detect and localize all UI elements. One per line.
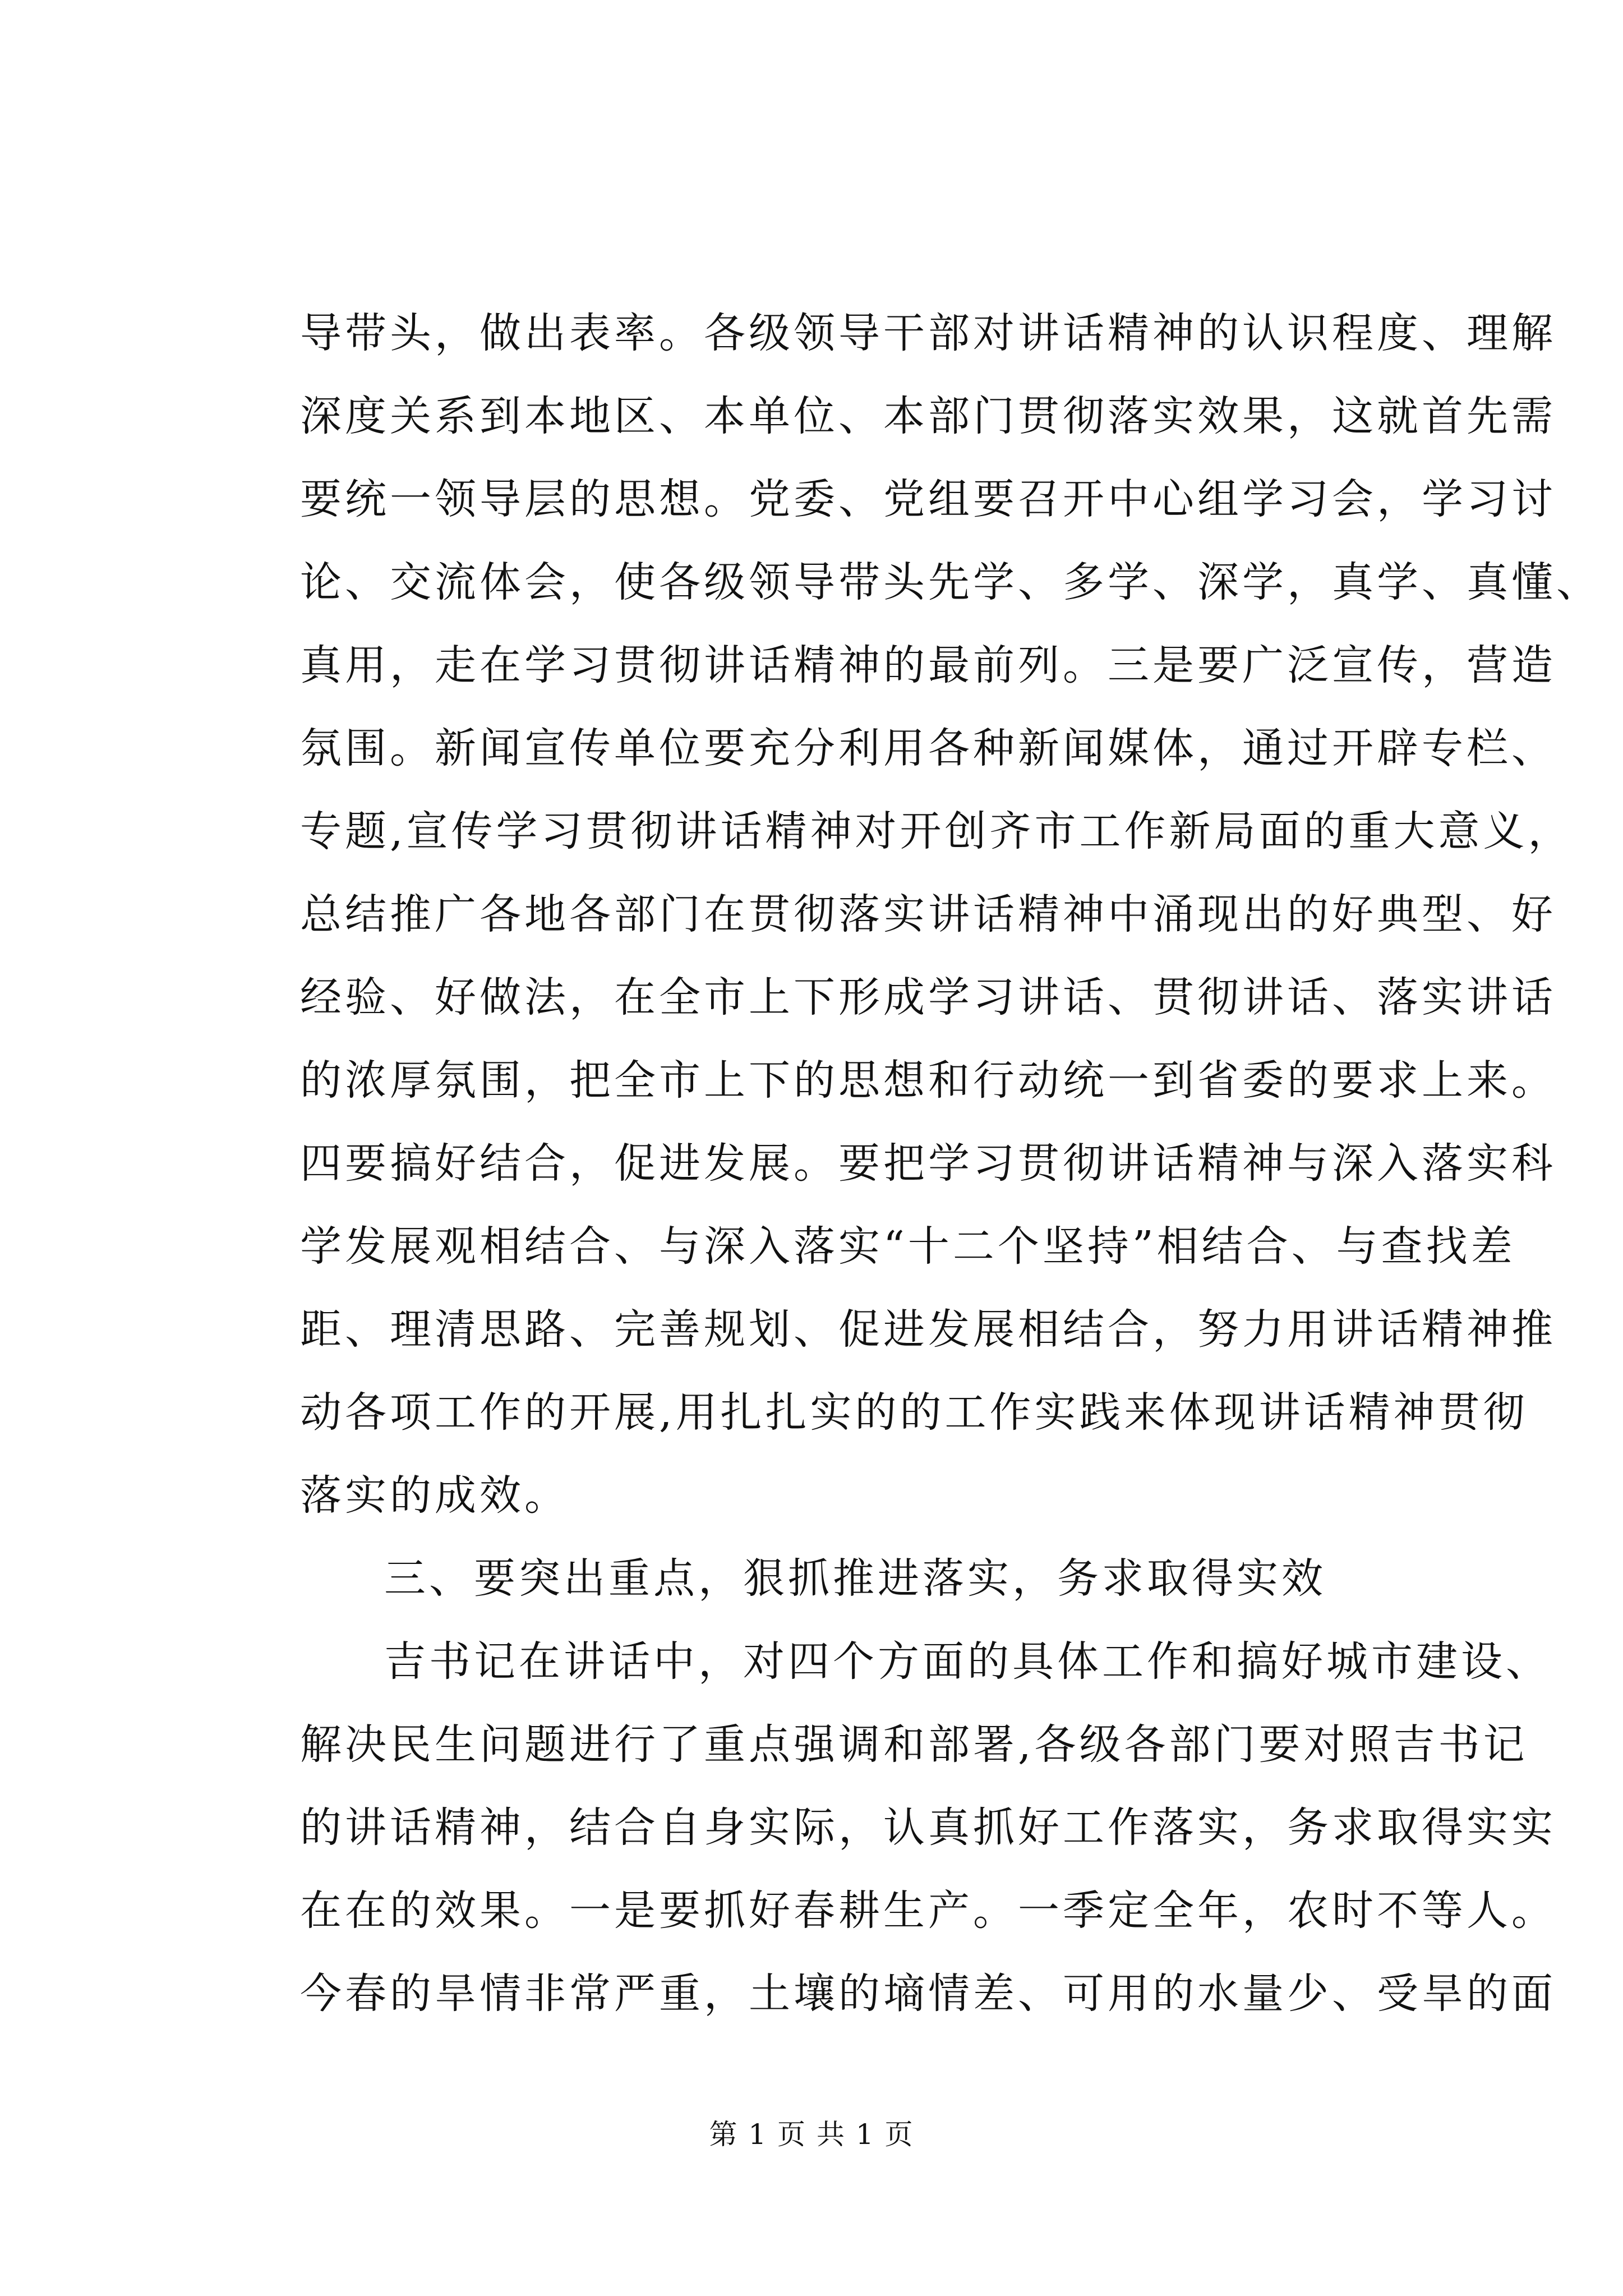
text-line: 动各项工作的开展,用扎扎实的的工作实践来体现讲话精神贯彻	[300, 1388, 1528, 1437]
text-line: 深度关系到本地区、本单位、本部门贯彻落实效果，这就首先需	[300, 392, 1556, 440]
text-line: 总结推广各地各部门在贯彻落实讲话精神中涌现出的好典型、好	[300, 890, 1556, 938]
text-line: 落实的成效。	[300, 1471, 569, 1520]
text-line: 氛围。新闻宣传单位要充分利用各种新闻媒体，通过开辟专栏、	[300, 724, 1556, 772]
text-line: 论、交流体会，使各级领导带头先学、多学、深学，真学、真懂、	[300, 558, 1601, 606]
text-line: 导带头，做出表率。各级领导干部对讲话精神的认识程度、理解	[300, 309, 1556, 357]
text-line: 解决民生问题进行了重点强调和部署,各级各部门要对照吉书记	[300, 1720, 1528, 1769]
text-line: 在在的效果。一是要抓好春耕生产。一季定全年，农时不等人。	[300, 1887, 1556, 1935]
text-line: 今春的旱情非常严重，土壤的墒情差、可用的水量少、受旱的面	[300, 1970, 1556, 2018]
section-heading: 三、要突出重点，狠抓推进落实，务求取得实效	[384, 1554, 1326, 1603]
text-line: 学发展观相结合、与深入落实“十二个坚持”相结合、与查找差	[300, 1222, 1516, 1271]
text-line: 的讲话精神，结合自身实际，认真抓好工作落实，务求取得实实	[300, 1803, 1556, 1852]
text-line: 经验、好做法，在全市上下形成学习讲话、贯彻讲话、落实讲话	[300, 973, 1556, 1022]
paragraph-first-line: 吉书记在讲话中，对四个方面的具体工作和搞好城市建设、	[384, 1637, 1551, 1686]
page-number-label: 第 1 页 共 1 页	[709, 2118, 914, 2151]
text-line: 距、理清思路、完善规划、促进发展相结合，努力用讲话精神推	[300, 1305, 1556, 1354]
text-line: 的浓厚氛围，把全市上下的思想和行动统一到省委的要求上来。	[300, 1056, 1556, 1105]
text-line: 真用，走在学习贯彻讲话精神的最前列。三是要广泛宣传，营造	[300, 641, 1556, 689]
text-line: 专题,宣传学习贯彻讲话精神对开创齐市工作新局面的重大意义，	[300, 807, 1573, 855]
page-footer	[0, 2118, 1623, 2151]
document-body	[300, 292, 1601, 2035]
text-line: 四要搞好结合，促进发展。要把学习贯彻讲话精神与深入落实科	[300, 1139, 1556, 1188]
text-line: 要统一领导层的思想。党委、党组要召开中心组学习会，学习讨	[300, 475, 1556, 523]
